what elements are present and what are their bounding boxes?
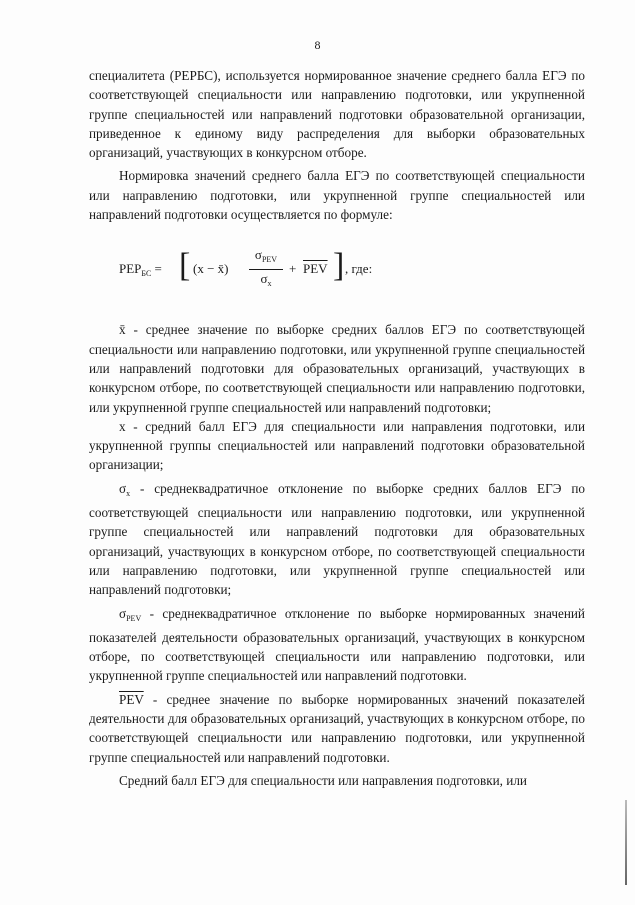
paragraph-intro: специалитета (PEPБС), используется нормированное значение среднего балла ЕГЭ по соответствующей специальности или направлению подготовки, или укрупненной группе специальностей или направлений подготовки образовательной организации, приведенное к единому виду распределения для выборки образовательных организаций, участвующих в конкурсном отборе. [89,68,585,161]
formula-pev-mean: $\overline{PEV}$ [303,261,328,277]
formula-fraction: $\sigma_{PEV}$ $\sigma_x$ [249,246,283,293]
paragraph-normalization: Нормировка значений среднего балла ЕГЭ по соответствующей специальности или направлению подготовки, или укрупненной группе специальностей или направлений подготовки осуществляется по формуле: [89,168,585,223]
formula [119,246,585,290]
definition-pev-mean: $\overline{PEV}$ - среднее значение по выборке нормированных значений показателей деятельности для образовательных организаций, участвующих в конкурсном отборе, по соответствующей специальности или направлению подготовки, или укрупненной группе специальностей или направлений подготовки. [89,691,585,765]
formula-difference: (x − x̄) [193,261,229,277]
paragraph-last: Средний балл ЕГЭ для специальности или направления подготовки, или [119,772,527,788]
definition-mean-x: x̄ - среднее значение по выборке средних баллов ЕГЭ по соответствующей специальности или направлению подготовки, или укрупненной группе специальностей или направлений подготовки для образовательных организаций, участвующих в конкурсном отборе, по соответствующей специальности или направлению подготовки, или укрупненной группе специальностей или направлений подготовки; [89,322,585,415]
document-body [89,66,585,790]
definition-sigma-x: $\sigma_x$ - среднеквадратичное отклонение по выборке средних баллов ЕГЭ по соответствующей специальности или направлению подготовки, или укрупненной группе специальностей или направлений подготовки для образовательных организаций, участвующих в конкурсном отборе, по соответствующей специальности или направлению подготовки, или укрупненной группе специальностей или направлений подготовки; [89,480,585,598]
scan-edge-mark [625,800,627,885]
page-number: 8 [314,38,321,52]
formula-plus: + [289,261,297,277]
formula-tail: , где: [345,261,373,277]
right-bracket: ] [333,247,345,285]
definition-sigma-pev: $\sigma_{PEV}$ - среднеквадратичное отклонение по выборке нормированных значений показателей деятельности образовательных организаций, участвующих в конкурсном отборе, по соответствующей специальности или направлению подготовки, или укрупненной группе специальностей или направлений подготовки. [89,605,585,684]
definition-x: x - средний балл ЕГЭ для специальности или направления подготовки, или укрупненной группы специальностей или направлений подготовки образовательной организации; [89,418,585,473]
formula-lhs: $PEP_{БС}$ = [119,261,162,279]
left-bracket: [ [179,247,191,285]
